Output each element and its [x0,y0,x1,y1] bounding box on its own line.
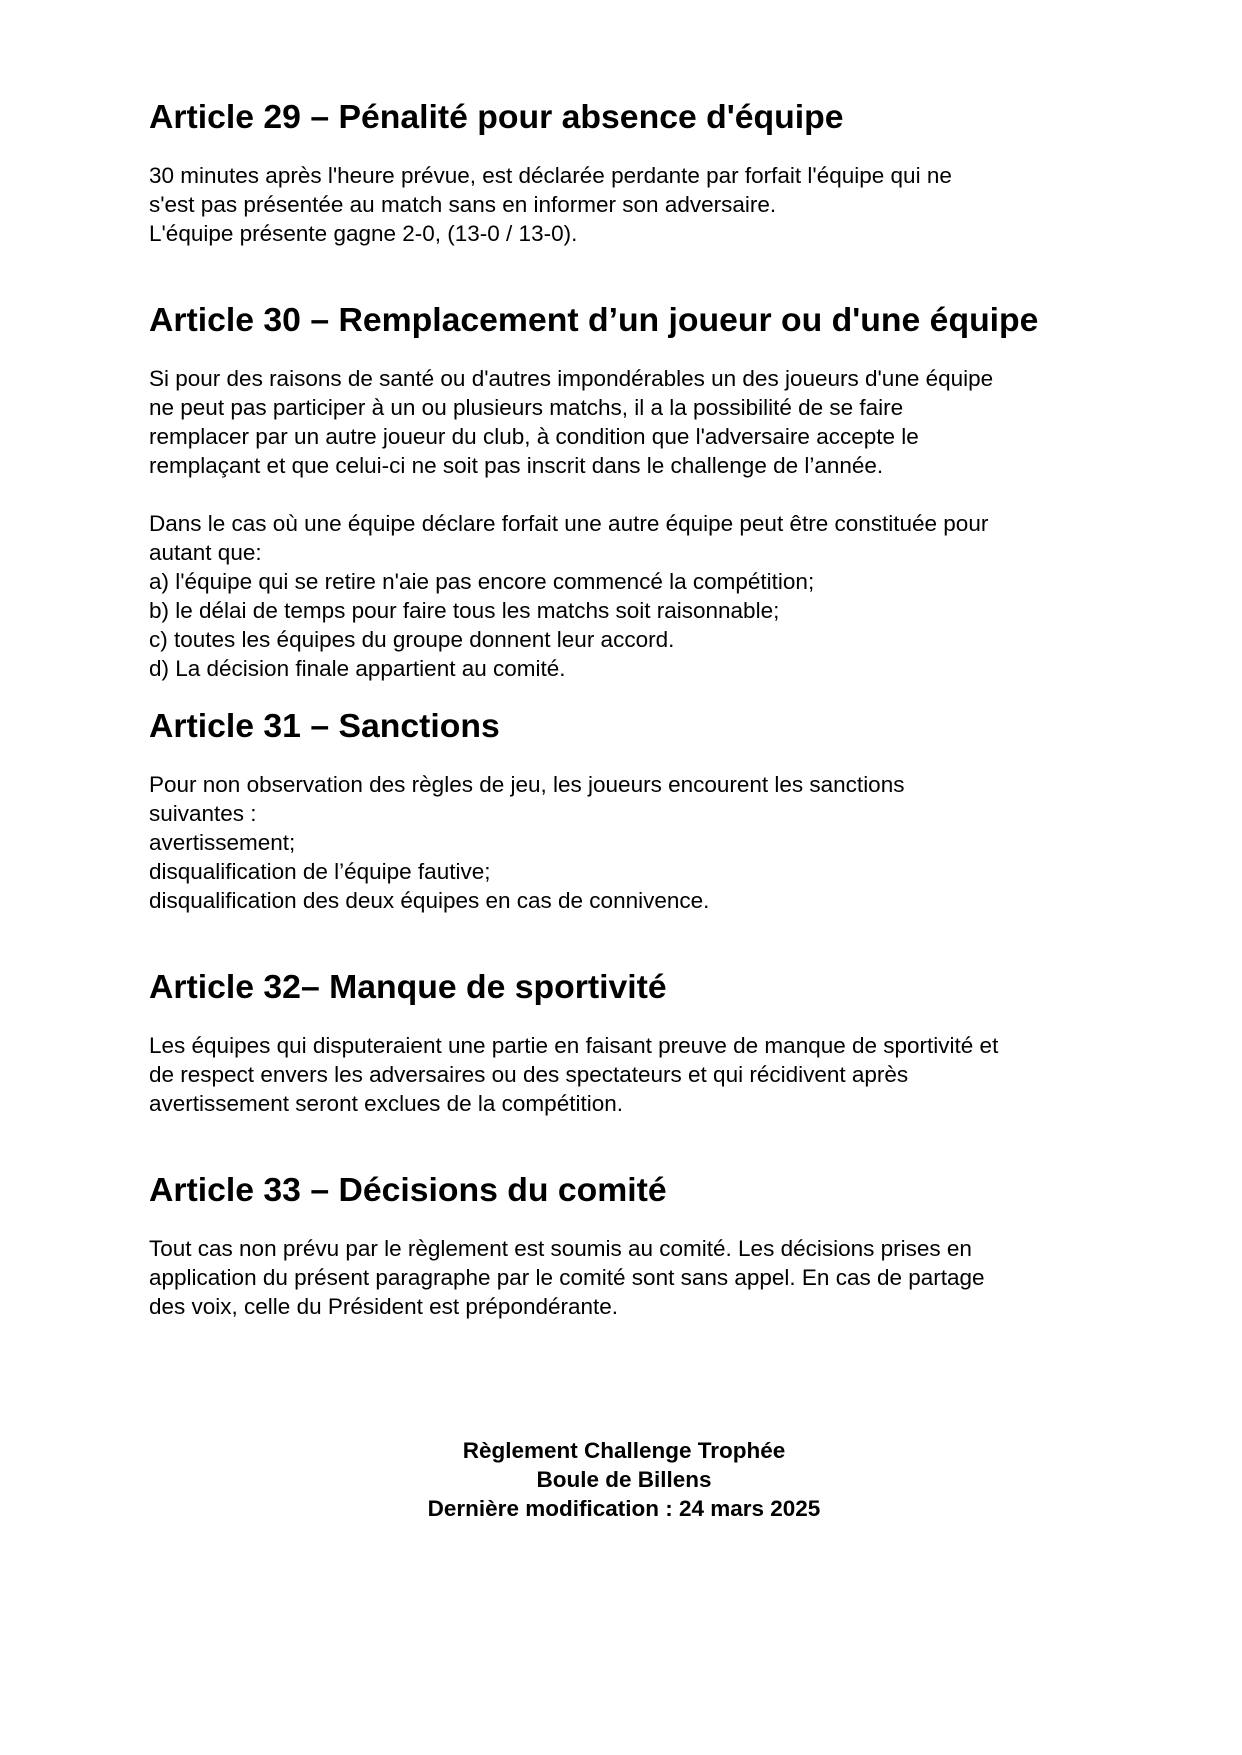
list-item: disqualification de l’équipe fautive; [149,859,491,884]
footer-club-name: Boule de Billens [536,1467,712,1492]
article-paragraph [149,364,1109,480]
article-title: Article 33 – Décisions du comité [149,1171,667,1209]
text-line: remplaçant et que celui-ci ne soit pas inscrit dans le challenge de l’année. [149,453,884,478]
list-item: avertissement; [149,830,296,855]
article-33 [149,1171,1109,1321]
document-footer [149,1436,1099,1523]
text-line: Les équipes qui disputeraient une partie en faisant preuve de manque de sportivité et [149,1033,999,1058]
list-item: d) La décision finale appartient au comité. [149,656,566,681]
text-line: 30 minutes après l'heure prévue, est déclarée perdante par forfait l'équipe qui ne [149,163,952,188]
article-paragraph [149,161,1109,248]
article-31 [149,707,1109,915]
article-paragraph [149,1234,1109,1321]
article-32 [149,968,1109,1118]
article-paragraph [149,1031,1109,1118]
text-line: s'est pas présentée au match sans en informer son adversaire. [149,192,777,217]
text-line: des voix, celle du Président est prépondérante. [149,1294,619,1319]
text-line: Pour non observation des règles de jeu, les joueurs encourent les sanctions [149,772,905,797]
list-item: disqualification des deux équipes en cas de connivence. [149,888,710,913]
text-line: L'équipe présente gagne 2-0, (13-0 / 13-0). [149,221,578,246]
article-title: Article 29 – Pénalité pour absence d'équipe [149,98,844,136]
list-item: c) toutes les équipes du groupe donnent leur accord. [149,627,675,652]
text-line: application du présent paragraphe par le comité sont sans appel. En cas de partage [149,1265,985,1290]
article-title: Article 31 – Sanctions [149,707,500,745]
text-line: suivantes : [149,801,257,826]
text-line: Dans le cas où une équipe déclare forfait une autre équipe peut être constituée pour [149,511,989,536]
list-item: b) le délai de temps pour faire tous les matchs soit raisonnable; [149,598,780,623]
text-line: Si pour des raisons de santé ou d'autres impondérables un des joueurs d'une équipe [149,366,994,391]
article-title: Article 32– Manque de sportivité [149,968,667,1006]
text-line: avertissement seront exclues de la compétition. [149,1091,623,1116]
article-title: Article 30 – Remplacement d’un joueur ou d'une équipe [149,301,1039,339]
footer-last-modified: Dernière modification : 24 mars 2025 [427,1496,821,1521]
footer-title: Règlement Challenge Trophée [462,1438,786,1463]
list-item: a) l'équipe qui se retire n'aie pas encore commencé la compétition; [149,569,815,594]
text-line: ne peut pas participer à un ou plusieurs matchs, il a la possibilité de se faire [149,395,904,420]
article-30 [149,301,1109,683]
text-line: Tout cas non prévu par le règlement est soumis au comité. Les décisions prises en [149,1236,972,1261]
text-line: autant que: [149,540,262,565]
article-29 [149,98,1109,248]
document-body [149,98,1109,1321]
article-paragraph [149,509,1109,683]
text-line: remplacer par un autre joueur du club, à condition que l'adversaire accepte le [149,424,919,449]
article-paragraph [149,770,1109,915]
text-line: de respect envers les adversaires ou des spectateurs et qui récidivent après [149,1062,909,1087]
